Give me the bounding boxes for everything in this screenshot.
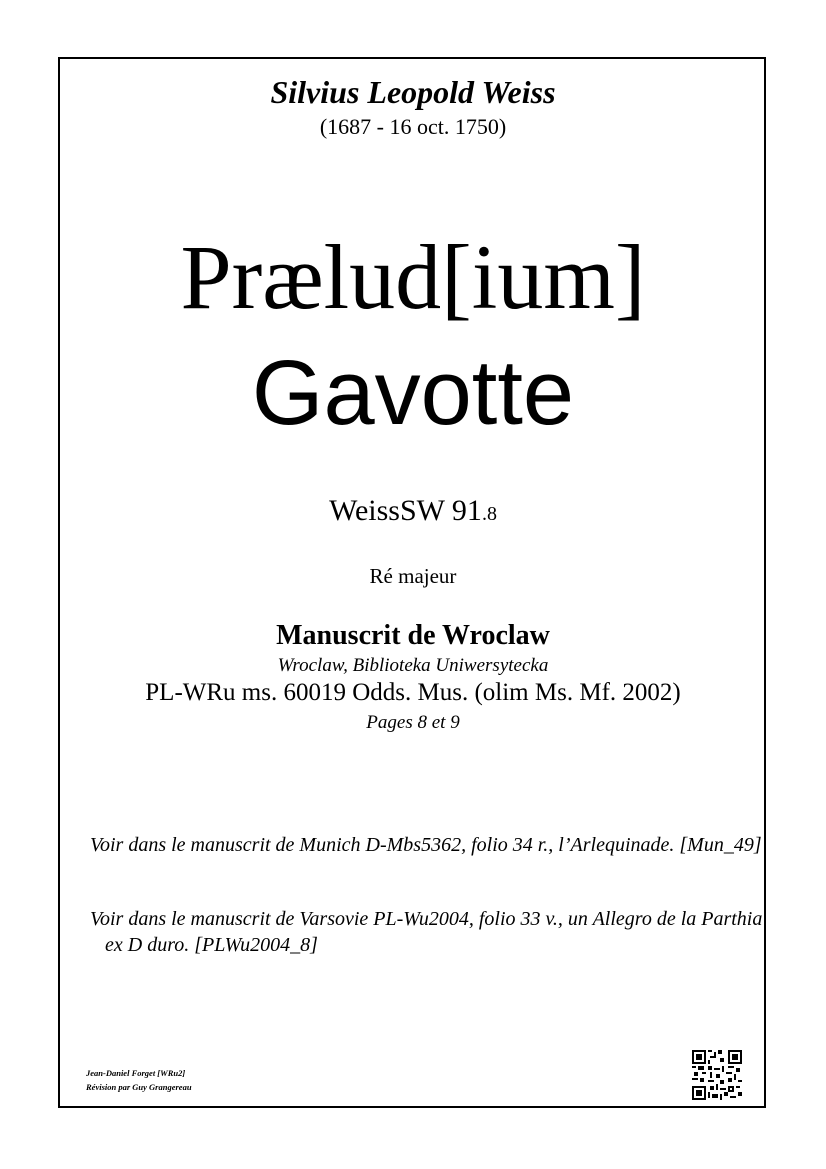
catalog-main: WeissSW 91 xyxy=(329,494,482,527)
credits xyxy=(86,1066,192,1094)
manuscript-location: Wroclaw, Biblioteka Uniwersytecka xyxy=(277,655,549,676)
credits-author: Jean-Daniel Forget [WRu2] xyxy=(86,1068,186,1078)
key-signature: Ré majeur xyxy=(369,564,457,588)
title-praeludium: Prælud[ium] xyxy=(180,226,646,328)
title-gavotte: Gavotte xyxy=(251,342,575,444)
composer-dates: (1687 - 16 oct. 1750) xyxy=(319,114,507,139)
credits-revision: Révision par Guy Grangereau xyxy=(86,1082,192,1092)
qr-code-icon xyxy=(692,1050,742,1100)
composer-name: Silvius Leopold Weiss xyxy=(270,74,556,110)
note-munich: Voir dans le manuscrit de Munich D-Mbs5362, folio 34 r., l’Arlequinade. [Mun_49] xyxy=(90,834,762,856)
note-varsovie: Voir dans le manuscrit de Varsovie PL-Wu2004, folio 33 v., un Allegro de la Parthia ex D duro. [PLWu2004_8] xyxy=(90,908,763,956)
manuscript-shelfmark: PL-WRu ms. 60019 Odds. Mus. (olim Ms. Mf. 2002) xyxy=(145,679,681,706)
catalog-sub: .8 xyxy=(481,503,497,525)
manuscript-pages: Pages 8 et 9 xyxy=(366,712,460,733)
manuscript-title: Manuscrit de Wroclaw xyxy=(276,620,550,651)
catalog-number xyxy=(0,494,826,528)
